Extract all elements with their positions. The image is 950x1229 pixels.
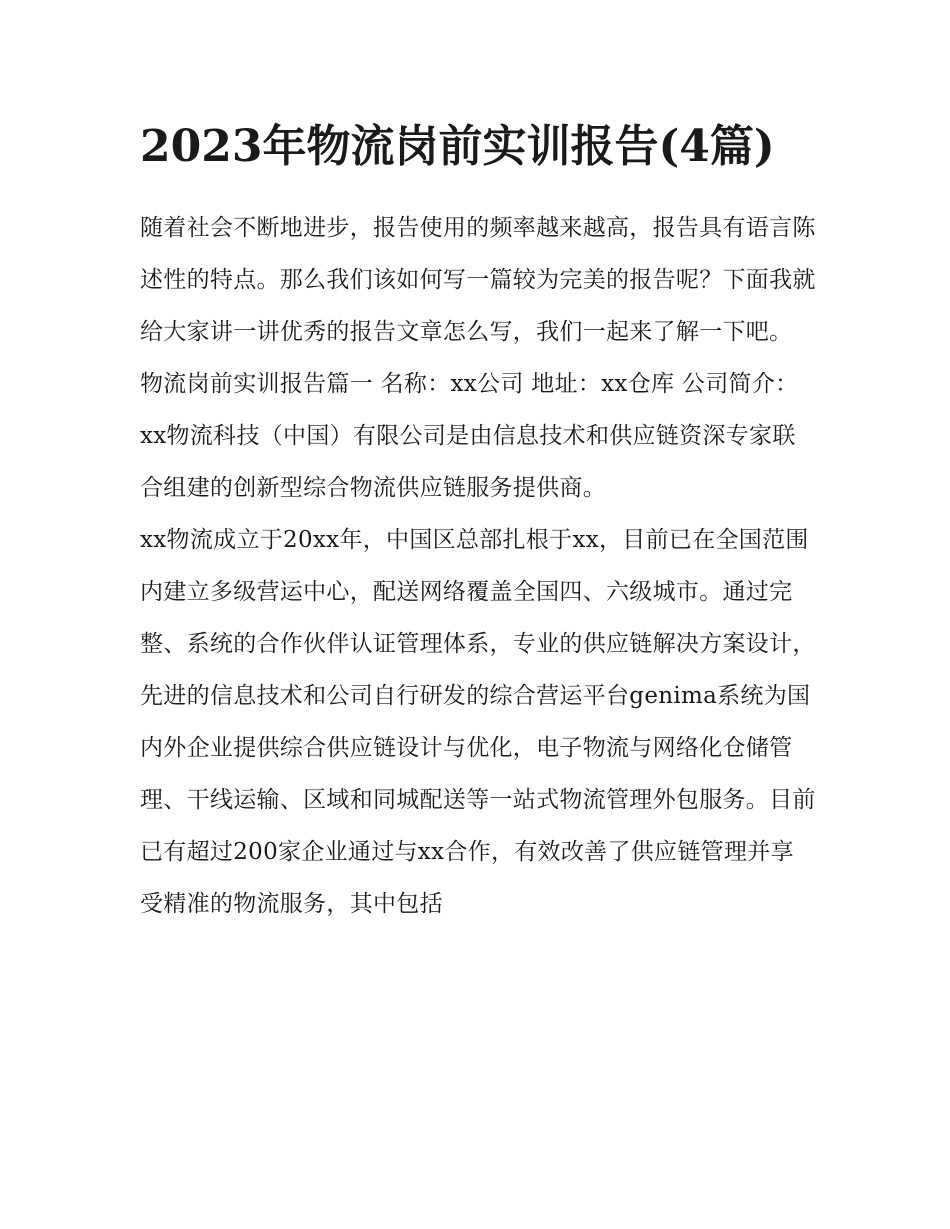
paragraph-intro: 随着社会不断地进步，报告使用的频率越来越高，报告具有语言陈述性的特点。那么我们该如何写一篇较为完美的报告呢？下面我就给大家讲一讲优秀的报告文章怎么写，我们一起来了解一下吧。 [140, 215, 816, 345]
document-title: 2023年物流岗前实训报告(4篇) [140, 121, 775, 172]
paragraph-company-header: 物流岗前实训报告篇一 名称：xx公司 地址：xx仓库 公司简介： [140, 371, 799, 397]
document-body [140, 112, 816, 930]
paragraph-company-details: xx物流成立于20xx年，中国区总部扎根于xx，目前已在全国范围内建立多级营运中心，配送网络覆盖全国四、六级城市。通过完整、系统的合作伙伴认证管理体系，专业的供应链解决方案设计，先进的信息技术和公司自行研发的综合营运平台genima系统为国内外企业提供综合供应链设计与优化，电子物流与网络化仓储管理、干线运输、区域和同城配送等一站式物流管理外包服务。目前已有超过200家企业通过与xx合作，有效改善了供应链管理并享受精准的物流服务，其中包括 [140, 527, 816, 917]
paragraph-company-intro: xx物流科技（中国）有限公司是由信息技术和供应链资深专家联合组建的创新型综合物流供应链服务提供商。 [140, 423, 796, 501]
